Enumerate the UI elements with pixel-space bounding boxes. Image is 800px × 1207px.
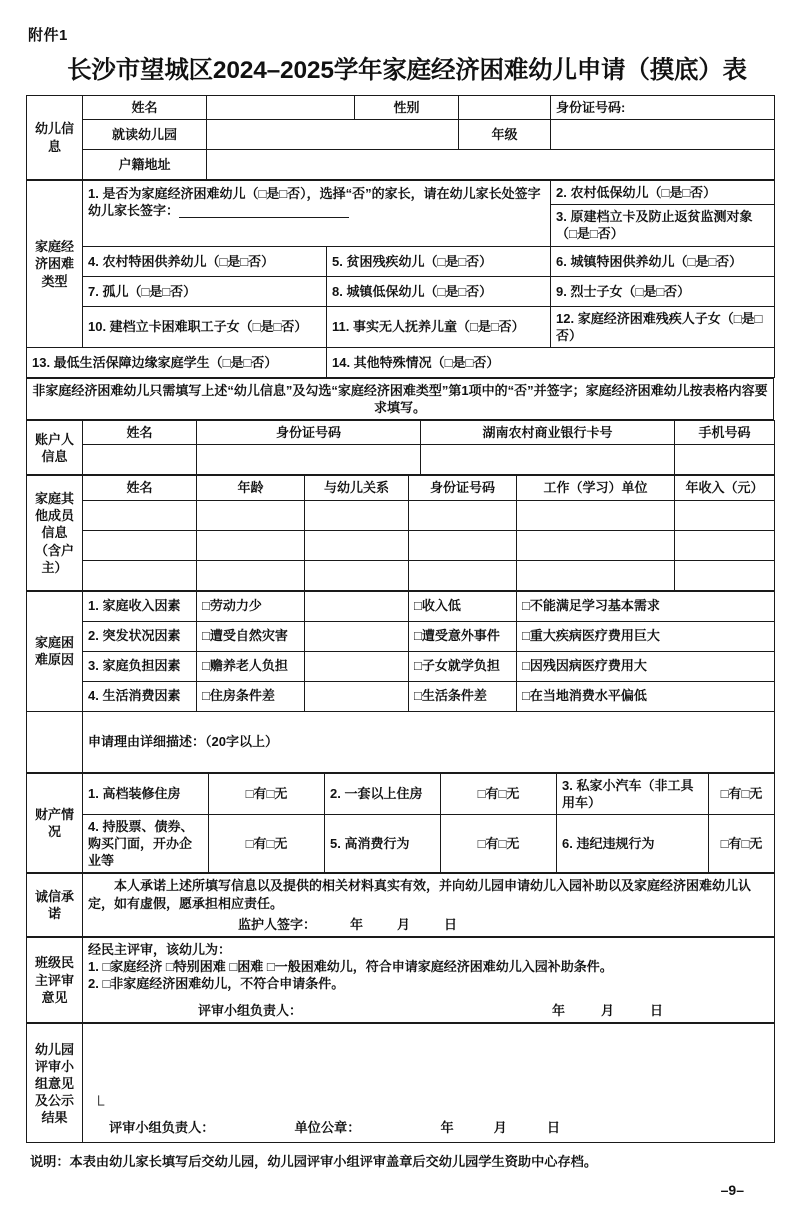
column-header-member-relation: 与幼儿关系 xyxy=(305,476,409,500)
kindergarten-review-body[interactable] xyxy=(83,1024,775,1143)
reason-option-checkbox[interactable]: □重大疾病医疗费用巨大 xyxy=(517,621,775,651)
section-label-kindergarten-review: 幼儿园评审小组意见及公示结果 xyxy=(27,1024,83,1143)
reason-option-checkbox[interactable]: □在当地消费水平偏低 xyxy=(517,681,775,711)
handwriting-mark: └ xyxy=(93,1097,105,1115)
property-item-2-label: 2. 一套以上住房 xyxy=(325,773,441,814)
property-item-3-checkbox[interactable]: □有□无 xyxy=(709,773,775,814)
field-child-gender[interactable] xyxy=(459,96,551,120)
section-label-difficulty-reasons: 家庭困难原因 xyxy=(27,591,83,711)
pledge-month-label: 月 xyxy=(397,916,411,932)
difficulty-item-10[interactable]: 10. 建档立卡困难职工子女（□是□否） xyxy=(83,306,327,347)
table-row xyxy=(27,445,775,475)
property-item-5-label: 5. 高消费行为 xyxy=(325,814,441,872)
column-header-account-id: 身份证号码 xyxy=(197,421,421,445)
table-row xyxy=(27,150,775,180)
reason-option-checkbox[interactable]: □因残因病医疗费用大 xyxy=(517,651,775,681)
table-row xyxy=(27,476,775,500)
table-row xyxy=(27,378,774,419)
reason-option-checkbox[interactable]: □收入低 xyxy=(409,591,517,621)
pledge-table xyxy=(26,873,775,936)
field-kindergarten[interactable] xyxy=(207,120,459,150)
pledge-body xyxy=(83,874,775,936)
table-row xyxy=(27,306,775,347)
field-member-workplace[interactable] xyxy=(517,500,675,530)
reason-option-checkbox[interactable]: □生活条件差 xyxy=(409,681,517,711)
property-item-6-checkbox[interactable]: □有□无 xyxy=(709,814,775,872)
field-member-name[interactable] xyxy=(83,500,197,530)
guardian-signature-label: 监护人签字： xyxy=(238,916,317,932)
pledge-text: 本人承诺上述所填写信息以及提供的相关材料真实有效，并向幼儿园申请幼儿入园补助以及家庭经济困难幼儿认定，如有虚假，愿承担相应责任。 xyxy=(88,878,752,911)
section-label-pledge: 诚信承诺 xyxy=(27,874,83,936)
difficulty-item-9[interactable]: 9. 烈士子女（□是□否） xyxy=(551,276,775,306)
property-item-2-checkbox[interactable]: □有□无 xyxy=(441,773,557,814)
property-item-3-label: 3. 私家小汽车（非工具用车） xyxy=(557,773,709,814)
section-label-account-holder: 账户人信息 xyxy=(27,421,83,475)
pledge-signature-row[interactable] xyxy=(88,916,769,933)
reason-option-checkbox[interactable]: □不能满足学习基本需求 xyxy=(517,591,775,621)
reason-option-checkbox[interactable]: □住房条件差 xyxy=(197,681,305,711)
table-row xyxy=(27,96,775,120)
field-member-name[interactable] xyxy=(83,560,197,590)
notice-text: 非家庭经济困难幼儿只需填写上述“幼儿信息”及勾选“家庭经济困难类型”第1项中的“否”并签字；家庭经济困难幼儿按表格内容要求填写。 xyxy=(27,378,774,419)
reason-blank-cell[interactable] xyxy=(305,681,409,711)
reason-description-field[interactable]: 申请理由详细描述：（20字以上） xyxy=(83,711,775,772)
table-row xyxy=(27,347,775,377)
field-member-workplace[interactable] xyxy=(517,530,675,560)
field-account-name[interactable] xyxy=(83,445,197,475)
class-review-day-label: 日 xyxy=(650,1003,664,1019)
field-grade[interactable] xyxy=(551,120,775,150)
column-header-member-age: 年龄 xyxy=(197,476,305,500)
kindergarten-day-label: 日 xyxy=(546,1120,560,1136)
field-member-relation[interactable] xyxy=(305,500,409,530)
kindergarten-review-table xyxy=(26,1023,775,1143)
label-kindergarten: 就读幼儿园 xyxy=(83,120,207,150)
field-member-income[interactable] xyxy=(675,530,775,560)
section-label-child-info: 幼儿信息 xyxy=(27,96,83,180)
field-member-income[interactable] xyxy=(675,500,775,530)
reason-option-checkbox[interactable]: □遭受意外事件 xyxy=(409,621,517,651)
field-member-id[interactable] xyxy=(409,560,517,590)
difficulty-item-8[interactable]: 8. 城镇低保幼儿（□是□否） xyxy=(327,276,551,306)
table-row xyxy=(27,621,775,651)
table-row xyxy=(27,421,775,445)
footnote-text: 说明：本表由幼儿家长填写后交幼儿园，幼儿园评审小组评审盖章后交幼儿园学生资助中心存档。 xyxy=(30,1154,598,1170)
kindergarten-year-label: 年 xyxy=(440,1120,454,1136)
property-item-1-checkbox[interactable]: □有□无 xyxy=(209,773,325,814)
kindergarten-month-label: 月 xyxy=(493,1120,507,1136)
section-label-family-members: 家庭其他成员信息（含户主） xyxy=(27,476,83,590)
field-member-id[interactable] xyxy=(409,530,517,560)
section-label-class-review: 班级民主评审意见 xyxy=(27,937,83,1023)
table-row xyxy=(27,181,775,205)
label-household-address: 户籍地址 xyxy=(83,150,207,180)
property-item-4-checkbox[interactable]: □有□无 xyxy=(209,814,325,872)
reason-blank-cell[interactable] xyxy=(305,621,409,651)
field-child-name[interactable] xyxy=(207,96,355,120)
table-row xyxy=(27,560,775,590)
class-review-option-2[interactable]: 2. □非家庭经济困难幼儿，不符合申请条件。 xyxy=(88,976,345,992)
table-row xyxy=(27,591,775,621)
reason-factor-label: 2. 突发状况因素 xyxy=(83,621,197,651)
reason-factor-label: 1. 家庭收入因素 xyxy=(83,591,197,621)
difficulty-item-13[interactable]: 13. 最低生活保障边缘家庭学生（□是□否） xyxy=(27,347,327,377)
column-header-phone: 手机号码 xyxy=(675,421,775,445)
difficulty-item-3[interactable]: 3. 原建档立卡及防止返贫监测对象（□是□否） xyxy=(551,205,775,246)
table-row xyxy=(27,530,775,560)
field-member-age[interactable] xyxy=(197,500,305,530)
column-header-bank-card: 湖南农村商业银行卡号 xyxy=(421,421,675,445)
reason-option-checkbox[interactable]: □赡养老人负担 xyxy=(197,651,305,681)
property-item-6-label: 6. 违纪违规行为 xyxy=(557,814,709,872)
class-review-option-1[interactable]: 1. □家庭经济 □特别困难 □困难 □一般困难幼儿，符合申请家庭经济困难幼儿入园补助条件。 xyxy=(88,958,613,974)
reason-factor-label: 4. 生活消费因素 xyxy=(83,681,197,711)
label-grade: 年级 xyxy=(459,120,551,150)
field-phone[interactable] xyxy=(675,445,775,475)
property-item-1-label: 1. 高档装修住房 xyxy=(83,773,209,814)
difficulty-item-4[interactable]: 4. 农村特困供养幼儿（□是□否） xyxy=(83,246,327,276)
difficulty-item-6[interactable]: 6. 城镇特困供养幼儿（□是□否） xyxy=(551,246,775,276)
field-member-relation[interactable] xyxy=(305,530,409,560)
column-header-account-name: 姓名 xyxy=(83,421,197,445)
table-row xyxy=(27,500,775,530)
column-header-member-name: 姓名 xyxy=(83,476,197,500)
table-row xyxy=(27,681,775,711)
field-member-income[interactable] xyxy=(675,560,775,590)
kindergarten-leader-label: 评审小组负责人： xyxy=(109,1120,215,1136)
difficulty-item-1-signature-label: 幼儿家长签字： xyxy=(88,203,180,219)
pledge-year-label: 年 xyxy=(350,916,364,932)
table-row xyxy=(27,1024,775,1143)
table-row xyxy=(27,651,775,681)
class-review-leader-label: 评审小组负责人： xyxy=(198,1003,303,1019)
page-title: 长沙市望城区2024–2025学年家庭经济困难幼儿申请（摸底）表 xyxy=(67,57,747,84)
table-row xyxy=(27,120,775,150)
class-review-year-label: 年 xyxy=(552,1003,566,1019)
table-row xyxy=(27,711,775,772)
parent-signature-line[interactable] xyxy=(179,217,349,218)
field-member-age[interactable] xyxy=(197,530,305,560)
reason-description-spacer xyxy=(27,711,83,772)
field-account-id[interactable] xyxy=(197,445,421,475)
account-holder-table xyxy=(26,420,775,475)
notice-table xyxy=(26,378,774,420)
difficulty-types-table xyxy=(26,180,775,378)
difficulty-item-2[interactable]: 2. 农村低保幼儿（□是□否） xyxy=(551,181,775,205)
class-review-signature-row[interactable] xyxy=(88,1002,769,1019)
kindergarten-review-signature-row[interactable] xyxy=(109,1119,560,1136)
reason-factor-label: 3. 家庭负担因素 xyxy=(83,651,197,681)
column-header-member-income: 年收入（元） xyxy=(675,476,775,500)
label-child-gender: 性别 xyxy=(355,96,459,120)
column-header-member-workplace: 工作（学习）单位 xyxy=(517,476,675,500)
class-review-month-label: 月 xyxy=(601,1003,615,1019)
table-row xyxy=(27,246,775,276)
field-member-age[interactable] xyxy=(197,560,305,590)
table-row xyxy=(27,814,775,872)
reason-option-checkbox[interactable]: □遭受自然灾害 xyxy=(197,621,305,651)
reason-option-checkbox[interactable]: □劳动力少 xyxy=(197,591,305,621)
difficulty-item-1[interactable] xyxy=(83,181,551,246)
family-members-table xyxy=(26,475,775,590)
field-member-workplace[interactable] xyxy=(517,560,675,590)
reason-option-checkbox[interactable]: □子女就学负担 xyxy=(409,651,517,681)
table-row xyxy=(27,773,775,814)
field-member-relation[interactable] xyxy=(305,560,409,590)
property-item-4-label: 4. 持股票、债券、购买门面，开办企业等 xyxy=(83,814,209,872)
field-household-address[interactable] xyxy=(207,150,775,180)
difficulty-item-12[interactable]: 12. 家庭经济困难残疾人子女（□是□否） xyxy=(551,306,775,347)
section-label-difficulty-types: 家庭经济困难类型 xyxy=(27,181,83,348)
table-row xyxy=(27,276,775,306)
child-info-table xyxy=(26,95,775,180)
difficulty-item-14[interactable]: 14. 其他特殊情况（□是□否） xyxy=(327,347,775,377)
difficulty-item-11[interactable]: 11. 事实无人抚养儿童（□是□否） xyxy=(327,306,551,347)
property-item-5-checkbox[interactable]: □有□无 xyxy=(441,814,557,872)
reason-blank-cell[interactable] xyxy=(305,591,409,621)
difficulty-item-7[interactable]: 7. 孤儿（□是□否） xyxy=(83,276,327,306)
reason-blank-cell[interactable] xyxy=(305,651,409,681)
table-row xyxy=(27,937,775,1023)
field-member-id[interactable] xyxy=(409,500,517,530)
section-label-property: 财产情况 xyxy=(27,773,83,873)
label-child-id-number: 身份证号码: xyxy=(551,96,775,120)
class-review-body xyxy=(83,937,775,1023)
field-member-name[interactable] xyxy=(83,530,197,560)
field-bank-card[interactable] xyxy=(421,445,675,475)
attachment-label: 附件1 xyxy=(28,27,68,44)
difficulty-item-5[interactable]: 5. 贫困残疾幼儿（□是□否） xyxy=(327,246,551,276)
label-child-name: 姓名 xyxy=(83,96,207,120)
kindergarten-seal-label: 单位公章： xyxy=(294,1120,361,1136)
difficulty-reasons-table xyxy=(26,591,775,773)
pledge-day-label: 日 xyxy=(444,916,458,932)
property-table xyxy=(26,773,775,874)
difficulty-item-1-text: 1. 是否为家庭经济困难幼儿（□是□否），选择“否”的家长，请在幼儿家长处签字 xyxy=(88,186,541,202)
class-review-table xyxy=(26,937,775,1024)
table-row xyxy=(27,874,775,936)
class-review-intro: 经民主评审，该幼儿为： xyxy=(88,941,232,957)
column-header-member-id: 身份证号码 xyxy=(409,476,517,500)
page-number: –9– xyxy=(720,1182,744,1199)
